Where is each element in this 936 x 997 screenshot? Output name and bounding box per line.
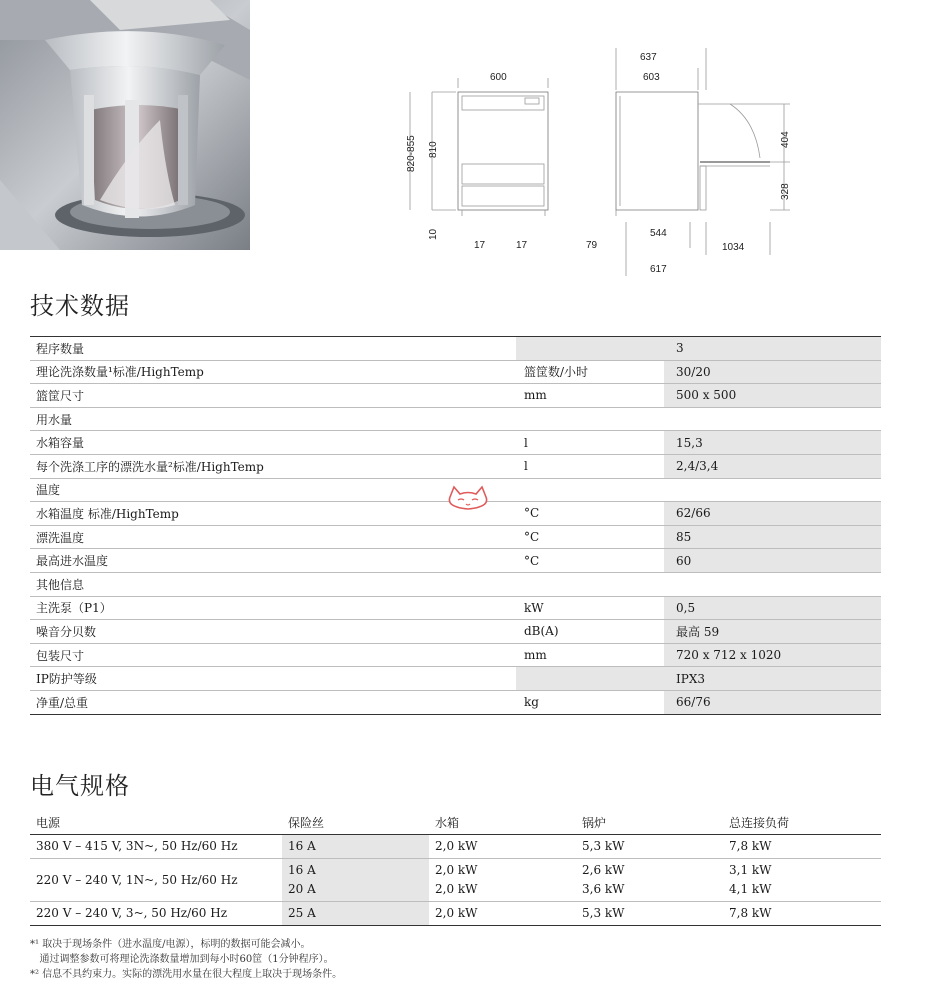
tech-row [30,337,881,361]
dim-door-top: 404 [780,131,791,148]
elec-row [30,859,881,902]
tech-row-value [664,407,881,431]
tech-row-value: 30/20 [664,360,881,384]
dim-foot-left: 17 [474,240,486,251]
footnote-1-cont: 通过调整参数可将理论洗涤数量增加到每小时60筐（1分钟程序）。 [30,954,334,965]
tech-row [30,549,881,573]
elec-tank-value: 2,0 kW [435,839,478,853]
tech-row-label: 最高进水温度 [30,549,516,573]
tech-row-value: IPX3 [664,667,881,691]
elec-tank-value: 2,0 kW [435,882,478,896]
tech-row-unit [516,572,664,596]
dimension-drawings [400,40,800,280]
elec-power: 220 V – 240 V, 1N~, 50 Hz/60 Hz [30,859,282,902]
tech-row [30,690,881,714]
elec-section-title: 电气规格 [30,772,130,800]
elec-header-tank: 水箱 [429,810,576,835]
dim-body-depth: 603 [643,72,660,83]
elec-boiler-cell [576,902,723,926]
elec-tank-cell [429,902,576,926]
elec-table [30,810,881,926]
tech-row-label: 程序数量 [30,337,516,361]
tech-row [30,454,881,478]
tech-row-unit: °C [516,525,664,549]
dim-height-range: 820-855 [406,135,417,172]
tech-row-unit: kg [516,690,664,714]
tech-row-value [664,478,881,502]
dim-height: 810 [428,141,439,158]
elec-fuse-cell [282,859,429,902]
footnotes [30,937,342,982]
tech-row-unit: °C [516,549,664,573]
tech-row [30,572,881,596]
dim-front-width: 600 [490,72,507,83]
elec-total-cell [723,859,881,902]
elec-fuse-cell [282,835,429,859]
elec-header-fuse: 保险丝 [282,810,429,835]
tech-row-value: 15,3 [664,431,881,455]
elec-header-total: 总连接负荷 [723,810,881,835]
elec-boiler-cell [576,859,723,902]
tech-row-value: 500 x 500 [664,384,881,408]
tech-row-value: 0,5 [664,596,881,620]
elec-fuse-value: 20 A [288,882,316,896]
tech-row-value: 85 [664,525,881,549]
elec-fuse-value: 16 A [288,863,316,877]
tech-row-unit [516,337,664,361]
elec-boiler-value: 5,3 kW [582,839,625,853]
elec-total-value: 4,1 kW [729,882,772,896]
tech-row [30,360,881,384]
tech-row-unit: kW [516,596,664,620]
elec-header-boiler: 锅炉 [576,810,723,835]
tech-row-label: 噪音分贝数 [30,620,516,644]
dim-door-bottom: 328 [780,183,791,200]
dim-door-open: 1034 [722,242,745,253]
tech-row-label: 净重/总重 [30,690,516,714]
elec-header-power: 电源 [30,810,282,835]
tech-row [30,596,881,620]
elec-fuse-value: 25 A [288,906,316,920]
tech-row-label: 水箱容量 [30,431,516,455]
tech-row-label: 水箱温度 标准/HighTemp [30,502,516,526]
tech-row-value: 60 [664,549,881,573]
elec-boiler-value: 3,6 kW [582,882,625,896]
tech-row-unit: mm [516,384,664,408]
elec-power: 380 V – 415 V, 3N~, 50 Hz/60 Hz [30,835,282,859]
tech-row-value: 62/66 [664,502,881,526]
elec-row [30,902,881,926]
tech-row-unit [516,478,664,502]
dim-overall-depth: 637 [640,52,657,63]
dim-base-depth: 544 [650,228,667,239]
tech-row-label: 漂洗温度 [30,525,516,549]
tech-row [30,407,881,431]
tech-row [30,384,881,408]
elec-fuse-cell [282,902,429,926]
tech-row [30,525,881,549]
tech-row-unit [516,667,664,691]
footnote-2: *² 信息不具约束力。实际的漂洗用水量在很大程度上取决于现场条件。 [30,969,343,980]
tech-row-unit: l [516,454,664,478]
tech-row-unit: mm [516,643,664,667]
tech-table [30,336,881,715]
tech-row-value [664,572,881,596]
tech-row-label: 温度 [30,478,516,502]
tech-row-unit: dB(A) [516,620,664,644]
tech-row [30,431,881,455]
product-photo-filter [0,0,250,250]
tech-row-unit: °C [516,502,664,526]
elec-total-value: 7,8 kW [729,906,772,920]
tech-row-label: IP防护等级 [30,667,516,691]
dim-door-gap: 79 [586,240,598,251]
footnote-1: *¹ 取决于现场条件（进水温度/电源），标明的数据可能会减小。 [30,939,311,950]
dim-foot-right: 17 [516,240,528,251]
elec-fuse-value: 16 A [288,839,316,853]
tech-row-label: 篮筐尺寸 [30,384,516,408]
tech-row-unit [516,407,664,431]
tech-row-value: 最高 59 [664,620,881,644]
elec-power: 220 V – 240 V, 3~, 50 Hz/60 Hz [30,902,282,926]
dim-feet-height: 10 [428,228,439,240]
elec-total-cell [723,902,881,926]
tech-row-label: 主洗泵（P1） [30,596,516,620]
elec-total-value: 7,8 kW [729,839,772,853]
tech-row [30,667,881,691]
elec-boiler-cell [576,835,723,859]
elec-tank-value: 2,0 kW [435,863,478,877]
tech-row-unit: l [516,431,664,455]
elec-tank-value: 2,0 kW [435,906,478,920]
tech-row-label: 理论洗涤数量¹标准/HighTemp [30,360,516,384]
cat-mascot-icon [440,483,496,513]
elec-tank-cell [429,859,576,902]
tech-row [30,643,881,667]
tech-row [30,620,881,644]
tech-row-value: 3 [664,337,881,361]
dim-lower-depth: 617 [650,264,667,275]
tech-row-label: 包装尺寸 [30,643,516,667]
elec-boiler-value: 2,6 kW [582,863,625,877]
tech-row-value: 66/76 [664,690,881,714]
elec-tank-cell [429,835,576,859]
tech-row-unit: 篮筐数/小时 [516,360,664,384]
tech-row-value: 720 x 712 x 1020 [664,643,881,667]
tech-section-title: 技术数据 [30,292,130,320]
elec-row [30,835,881,859]
tech-row-label: 用水量 [30,407,516,431]
elec-boiler-value: 5,3 kW [582,906,625,920]
tech-row-label: 其他信息 [30,572,516,596]
tech-row-value: 2,4/3,4 [664,454,881,478]
elec-total-value: 3,1 kW [729,863,772,877]
tech-row-label: 每个洗涤工序的漂洗水量²标准/HighTemp [30,454,516,478]
elec-total-cell [723,835,881,859]
